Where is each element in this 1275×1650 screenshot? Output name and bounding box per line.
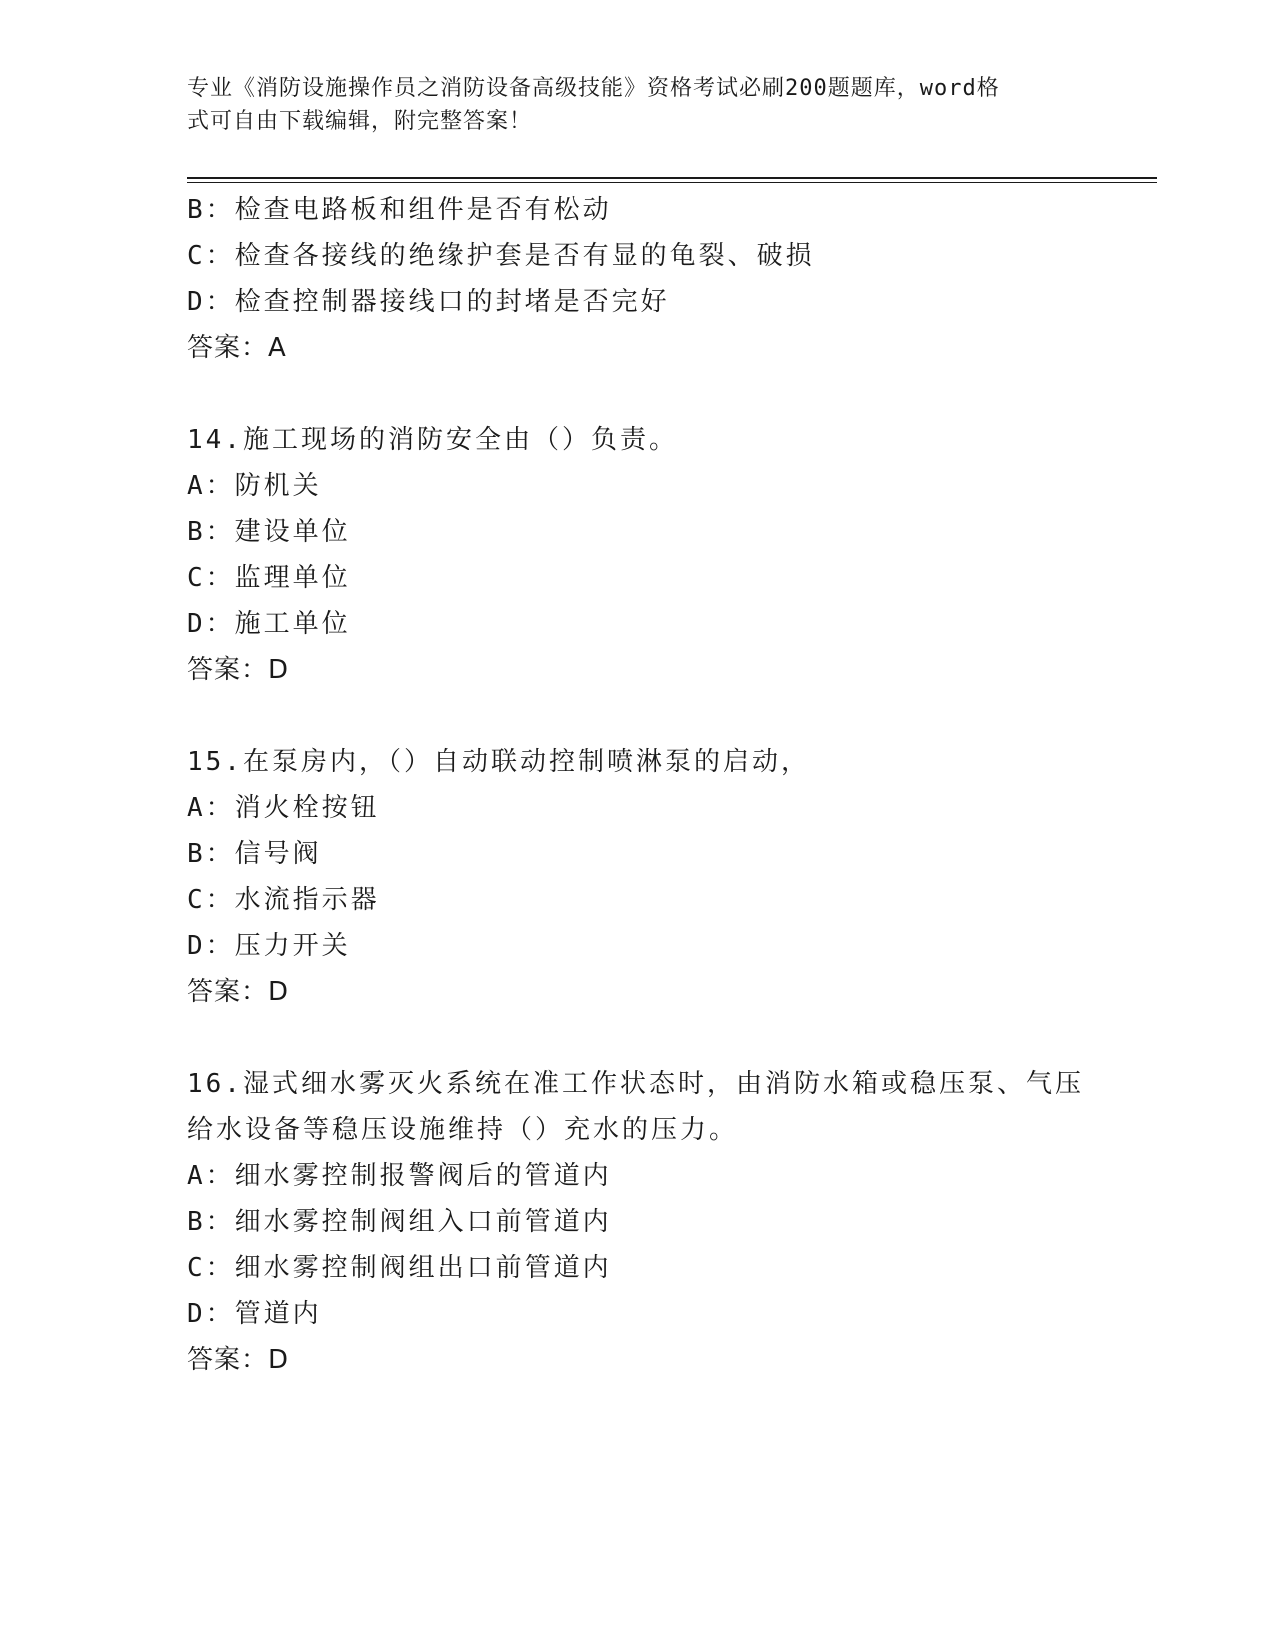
option-a: A：防机关 — [187, 471, 322, 501]
answer-line: 答案：D — [187, 977, 290, 1007]
question-stem: 14.施工现场的消防安全由（）负责。 — [187, 425, 678, 455]
header-divider-thin — [187, 182, 1157, 183]
question-16 — [187, 1061, 1087, 1383]
answer-line: 答案：A — [187, 333, 287, 363]
spacer — [187, 693, 1087, 739]
question-stem-line-1: 16.湿式细水雾灭火系统在准工作状态时，由消防水箱或稳压泵、气压 — [187, 1069, 1084, 1099]
spacer — [187, 1015, 1087, 1061]
option-b: B：细水雾控制阀组入口前管道内 — [187, 1207, 612, 1237]
option-a: A：细水雾控制报警阀后的管道内 — [187, 1161, 612, 1191]
option-d: D：施工单位 — [187, 609, 351, 639]
question-stem: 15.在泵房内，（）自动联动控制喷淋泵的启动， — [187, 747, 810, 777]
spacer — [187, 371, 1087, 417]
document-header — [187, 72, 1067, 138]
question-list — [187, 187, 1087, 1383]
option-d: D：检查控制器接线口的封堵是否完好 — [187, 287, 670, 317]
option-c: C：检查各接线的绝缘护套是否有显的龟裂、破损 — [187, 241, 815, 271]
option-d: D：压力开关 — [187, 931, 351, 961]
question-13-continued — [187, 187, 1087, 371]
answer-line: 答案：D — [187, 1345, 290, 1375]
option-d: D：管道内 — [187, 1299, 322, 1329]
question-14 — [187, 417, 1087, 693]
option-b: B：检查电路板和组件是否有松动 — [187, 195, 612, 225]
option-b: B：建设单位 — [187, 517, 351, 547]
option-c: C：监理单位 — [187, 563, 351, 593]
option-b: B：信号阀 — [187, 839, 322, 869]
question-15 — [187, 739, 1087, 1015]
question-stem-line-2: 给水设备等稳压设施维持（）充水的压力。 — [187, 1115, 739, 1145]
option-c: C：细水雾控制阀组出口前管道内 — [187, 1253, 612, 1283]
option-a: A：消火栓按钮 — [187, 793, 380, 823]
option-c: C：水流指示器 — [187, 885, 380, 915]
header-line-1: 专业《消防设施操作员之消防设备高级技能》资格考试必刷200题题库，word格 — [187, 76, 1000, 101]
header-line-2: 式可自由下载编辑，附完整答案！ — [187, 109, 533, 134]
header-divider-thick — [187, 177, 1157, 179]
answer-line: 答案：D — [187, 655, 290, 685]
